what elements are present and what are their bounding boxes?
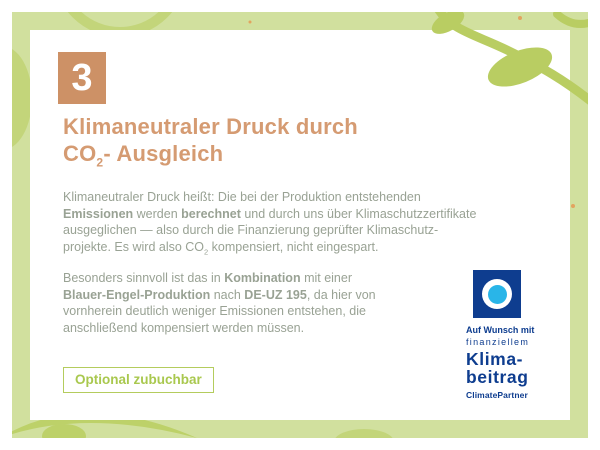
speckle-dot [571,204,575,208]
logo-dot [488,285,507,304]
climatepartner-label [466,270,552,400]
step-number: 3 [71,56,93,99]
body-paragraph-2 [63,270,376,336]
speckle-dot [249,21,252,24]
logo-text-line-1: Auf Wunsch mit [466,325,535,335]
logo-text-line-2: finanziellem [466,337,530,347]
climatepartner-logo-icon [473,270,521,318]
text-line: Emissionen werden berechnet und durch uns über Klimaschutzzertifikate [63,206,477,221]
text-line: Blauer-Engel-Produktion nach DE-UZ 195, da hier von [63,287,376,302]
page-title [63,113,358,176]
logo-ring [482,279,512,309]
text-line: ausgeglichen — also durch die Finanzierung geprüfter Klimaschutz- [63,223,439,237]
title-line-2: $CO_2-$ Ausgleich [63,141,224,170]
bottom-blob-decoration-2 [334,429,394,438]
body-paragraph-1 [63,189,476,261]
leaf-blob-decoration [12,46,32,150]
text-line: Klimaneutraler Druck heißt: Die bei der Produktion entstehenden [63,190,421,204]
logo-text-line-4: beitrag [466,367,529,387]
title-line-1: Klimaneutraler Druck durch [63,114,358,139]
ring-decoration [58,12,182,32]
bottom-blob-decoration [42,424,86,438]
step-number-badge [58,52,106,104]
optional-zubuchbar-button[interactable]: Optional zubuchbar [63,367,214,393]
logo-text-line-3: Klima- [466,349,524,369]
text-line: vornherein deutlich weniger Emissionen entstehen, die [63,304,366,318]
text-line: anschließend kompensiert werden müssen. [63,320,305,335]
logo-brand-name: ClimatePartner [466,390,528,400]
text-line: Besonders sinnvoll ist das in Kombination mit einer [63,271,352,285]
speckle-dot [518,16,522,20]
text-line: projekte. Es wird also $CO_2$ kompensiert, nicht eingespart. [63,239,379,256]
